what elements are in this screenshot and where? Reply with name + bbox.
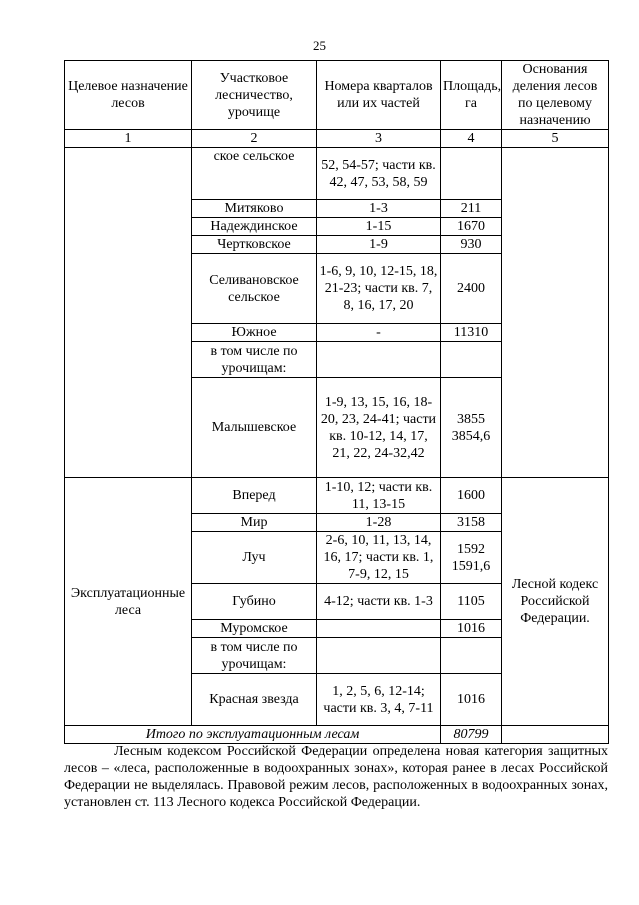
quarters-cell: 1-28 (317, 514, 441, 532)
forestry-name: Южное (192, 324, 317, 342)
header-area: Площадь, га (441, 61, 502, 130)
area-cell: 11310 (441, 324, 502, 342)
table-row (65, 478, 609, 514)
area-cell (441, 532, 502, 584)
total-label: Итого по эксплуатационным лесам (65, 726, 441, 744)
forestry-subheading: в том числе по урочищам: (192, 638, 317, 674)
forestry-name: Губино (192, 584, 317, 620)
forestry-name: Муромское (192, 620, 317, 638)
forestry-name: Мир (192, 514, 317, 532)
area-cell: 1105 (441, 584, 502, 620)
header-basis: Основания деления лесов по целевому назначению (502, 61, 609, 130)
forestry-name: ское сельское (192, 148, 317, 200)
purpose-cell: Эксплуатационные леса (65, 478, 192, 726)
area-cell: 930 (441, 236, 502, 254)
area-cell: 1016 (441, 674, 502, 726)
column-number: 4 (441, 130, 502, 148)
quarters-cell: 1-15 (317, 218, 441, 236)
page-number: 25 (313, 38, 326, 53)
area-cell (441, 638, 502, 674)
total-area: 80799 (441, 726, 502, 744)
forestry-name: Малышевское (192, 378, 317, 478)
header-quarters: Номера кварталов или их частей (317, 61, 441, 130)
area-cell: 1016 (441, 620, 502, 638)
quarters-cell: 2-6, 10, 11, 13, 14, 16, 17; части кв. 1, 7-9, 12, 15 (317, 532, 441, 584)
area-cell: 2400 (441, 254, 502, 324)
quarters-cell: 52, 54-57; части кв. 42, 47, 53, 58, 59 (317, 148, 441, 200)
table-row (65, 148, 609, 200)
area-cell: 3158 (441, 514, 502, 532)
table-header-row (65, 61, 609, 130)
basis-cell-empty (502, 148, 609, 478)
area-cell (441, 148, 502, 200)
forestry-name: Вперед (192, 478, 317, 514)
quarters-cell: 1-3 (317, 200, 441, 218)
quarters-cell: 4-12; части кв. 1-3 (317, 584, 441, 620)
quarters-cell: - (317, 324, 441, 342)
quarters-cell: 1-10, 12; части кв. 11, 13-15 (317, 478, 441, 514)
area-value: 1592 (457, 541, 485, 557)
area-value-corrected: 3854,6 (451, 428, 491, 444)
basis-cell: Лесной кодекс Российской Федерации. (502, 478, 609, 726)
header-forestry: Участковое лесничество, урочище (192, 61, 317, 130)
forestry-name: Чертковское (192, 236, 317, 254)
quarters-cell: 1-9, 13, 15, 16, 18-20, 23, 24-41; части кв. 10-12, 14, 17, 21, 22, 24-32,42 (317, 378, 441, 478)
area-value: 3855 (457, 411, 485, 427)
column-number: 3 (317, 130, 441, 148)
forestry-name: Митяково (192, 200, 317, 218)
quarters-cell: 1-9 (317, 236, 441, 254)
column-number: 2 (192, 130, 317, 148)
column-number: 1 (65, 130, 192, 148)
body-paragraph: Лесным кодексом Российской Федерации определена новая категория защитных лесов – «леса, расположенные в водоохранных зонах», которая ранее в лесах Российской Федерации не выделялась. Правовой режим лесов, расположенных в водоохранных зонах, установлен ст. 113 Лесного кодекса Российской Федерации. (64, 744, 608, 810)
quarters-cell (317, 342, 441, 378)
area-cell: 1670 (441, 218, 502, 236)
forestry-name: Надеждинское (192, 218, 317, 236)
forestry-name: Красная звезда (192, 674, 317, 726)
area-cell (441, 342, 502, 378)
forestry-subheading: в том числе по урочищам: (192, 342, 317, 378)
area-cell (441, 378, 502, 478)
forestry-name: Луч (192, 532, 317, 584)
area-cell: 211 (441, 200, 502, 218)
column-number: 5 (502, 130, 609, 148)
quarters-cell: 1, 2, 5, 6, 12-14; части кв. 3, 4, 7-11 (317, 674, 441, 726)
forest-purpose-table (64, 60, 609, 744)
quarters-cell (317, 638, 441, 674)
column-number-row (65, 130, 609, 148)
area-cell: 1600 (441, 478, 502, 514)
header-purpose: Целевое назначение лесов (65, 61, 192, 130)
forestry-name: Селивановское сельское (192, 254, 317, 324)
purpose-cell-empty (65, 148, 192, 478)
quarters-cell (317, 620, 441, 638)
area-value-corrected: 1591,6 (451, 558, 491, 574)
quarters-cell: 1-6, 9, 10, 12-15, 18, 21-23; части кв. 7, 8, 16, 17, 20 (317, 254, 441, 324)
total-basis-empty (502, 726, 609, 744)
total-row (65, 726, 609, 744)
